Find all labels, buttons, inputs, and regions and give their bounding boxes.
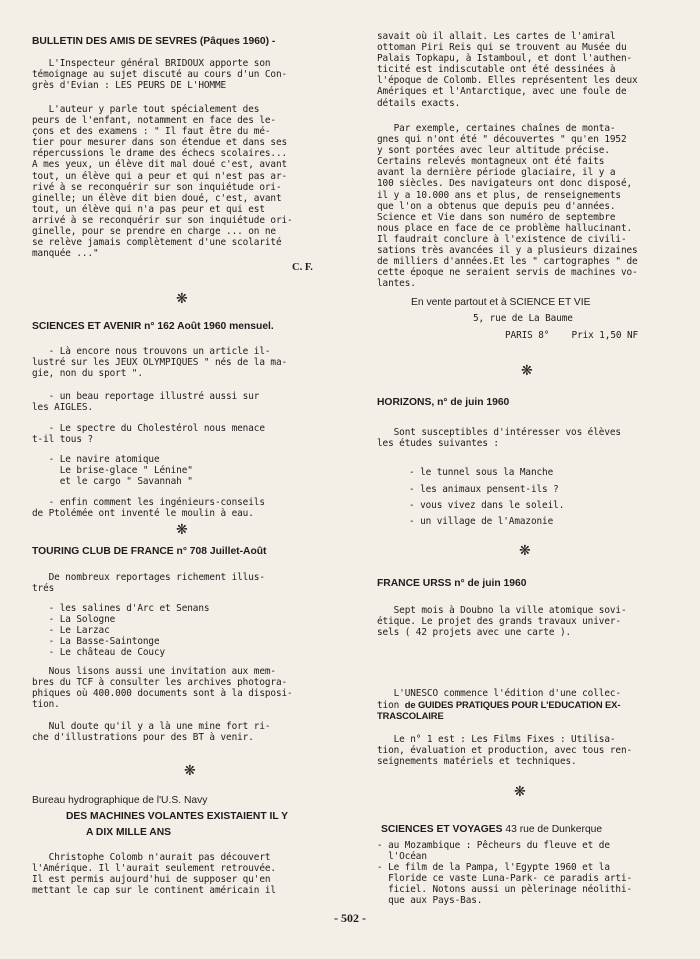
- horizons-paragraph: Sont susceptibles d'intéresser vos élèves les études suivantes :: [377, 427, 621, 450]
- ornament-star: ❋: [514, 784, 526, 800]
- bureau-source: Bureau hydrographique de l'U.S. Navy: [32, 795, 208, 806]
- horizons-item: - vous vivez dans le soleil.: [409, 500, 565, 511]
- france-urss-paragraph: Sept mois à Doubno la ville atomique sovi- étique. Le projet des grands travaux univer- sels ( 42 projets avec une carte ).: [377, 605, 627, 639]
- vente-line-2: 5, rue de La Baume: [473, 313, 573, 324]
- sciences-avenir-paragraph-2: - un beau reportage illustré aussi sur les AIGLES.: [32, 391, 260, 414]
- sciences-voyages-address: 43 rue de Dunkerque: [502, 824, 603, 835]
- ornament-star: ❋: [519, 543, 531, 559]
- unesco-paragraph-2: Le n° 1 est : Les Films Fixes : Utilisa- tion, évaluation et production, avec tous ren- seignements matériels et techniques.: [377, 734, 633, 768]
- bureau-paragraph-1: Christophe Colomb n'aurait pas découvert l'Amérique. Il l'aurait seulement retrouvée. Il est permis aujourd'hui de supposer qu'en mettant le cap sur le continent américain il: [32, 852, 276, 897]
- touring-paragraph-1: De nombreux reportages richement illus- trés: [32, 572, 265, 595]
- horizons-item: - le tunnel sous la Manche: [409, 467, 554, 478]
- bulletin-signature: C. F.: [292, 262, 313, 273]
- horizons-item: - un village de l'Amazonie: [409, 516, 554, 527]
- bulletin-heading: BULLETIN DES AMIS DE SEVRES (Pâques 1960) -: [32, 36, 276, 47]
- touring-list: - les salines d'Arc et Senans - La Sologne - Le Larzac - La Basse-Saintonge - Le château de Coucy: [48, 603, 210, 659]
- ornament-star: ❋: [521, 363, 533, 379]
- unesco-line-2-prefix: tion: [377, 700, 405, 711]
- sciences-voyages-list: - au Mozambique : Pêcheurs du fleuve et de l'Océan - Le film de la Pampa, l'Egypte 1960 et la Floride ce vaste Luna-Park- ce paradis arti- ficiel. Notons aussi un pèlerinage néolithi- que aux Pays-Bas.: [377, 840, 633, 907]
- horizons-heading: HORIZONS, n° de juin 1960: [377, 397, 510, 408]
- sciences-voyages-heading: [381, 817, 689, 836]
- horizons-item: - les animaux pensent-ils ?: [409, 484, 559, 495]
- bureau-continuation: savait où il allait. Les cartes de l'amiral ottoman Piri Reis qui se trouvent au Musée du Palais Topkapu, à Istamboul, et dont l'authen- ticité est indiscutable ont été dessinées à l'époque de Colomb. Elles représentent les deux Amériques et l'Antarctique, avec une foule de détails exacts.: [377, 31, 638, 109]
- sciences-avenir-paragraph-4: - Le navire atomique Le brise-glace " Lénine" et le cargo " Savannah ": [48, 454, 193, 488]
- ornament-star: ❋: [184, 763, 196, 779]
- ornament-star: ❋: [176, 291, 188, 307]
- bulletin-paragraph-2: L'auteur y parle tout spécialement des peurs de l'enfant, notamment en face des le- çons et des examens : " Il faut être du mé- tier pour mesurer dans son étendue et dans ses répercussions le drame des échecs scolaires... A mes yeux, un élève dit mal doué c'est, avant tout, un élève qui a peur et qui n'est pas ar- rivé à se reconquérir sur son inquiétude ori- ginelle; un élève dit bien doué, c'est, avant tout, un élève qui n'a pas peur et qui est arrivé à se reconquérir sur son inquiétude ori- ginelle, pour se prendre en charge ... on ne se relève jamais complètement d'une scolarité manquée ...": [32, 104, 293, 260]
- sciences-avenir-paragraph-1: - Là encore nous trouvons un article il- lustré sur les JEUX OLYMPIQUES " nés de la ma- gie, non du sport ".: [32, 346, 288, 380]
- vente-line-3: PARIS 8° Prix 1,50 NF: [505, 330, 639, 341]
- touring-heading: TOURING CLUB DE FRANCE n° 708 Juillet-Août: [32, 546, 267, 557]
- bulletin-paragraph-1: L'Inspecteur général BRIDOUX apporte son témoignage au sujet discuté au cours d'un Con- grès d'Evian : LES PEURS DE L'HOMME: [32, 58, 288, 92]
- sciences-avenir-paragraph-3: - Le spectre du Cholestérol nous menace t-il tous ?: [32, 423, 265, 446]
- sciences-avenir-paragraph-5: - enfin comment les ingénieurs-conseils de Ptolémée ont inventé le moulin à eau.: [32, 497, 265, 520]
- page-number: - 502 -: [334, 911, 366, 925]
- unesco-guides-title: de GUIDES PRATIQUES POUR L'EDUCATION EX-: [404, 699, 621, 710]
- sciences-avenir-heading: SCIENCES ET AVENIR n° 162 Août 1960 mensuel.: [32, 321, 274, 332]
- touring-paragraph-3: Nul doute qu'il y a là une mine fort ri- che d'illustrations pour des BT à venir.: [32, 721, 271, 744]
- bureau-paragraph-2: Par exemple, certaines chaînes de monta- gnes qui n'ont été " découvertes " qu'en 1952 y sont portées avec leur altitude précise. Certains relevés montagneux ont été faits avant la dernière période glaciaire, il y a 100 siècles. Des navigateurs ont donc disposé, il y a 10.000 ans et plus, de renseignements que l'on a obtenus que depuis peu d'années. Science et Vie dans son numéro de septembre nous place en face de ce problème hallucinant. Il faudrait conclure à l'existence de civili- sations très avancées il y a plusieurs dizaines de milliers d'années.Et les " cartographes " de cette époque ne seraient servis de machines vo- lantes.: [377, 123, 638, 290]
- unesco-guides-title-end: TRASCOLAIRE: [377, 710, 444, 721]
- touring-paragraph-2: Nous lisons aussi une invitation aux mem- bres du TCF à consulter les archives photogra- phiques où 400.000 documents sont à la disposi- tion.: [32, 666, 293, 711]
- bureau-headline-2: A DIX MILLE ANS: [86, 827, 172, 838]
- bureau-headline-1: DES MACHINES VOLANTES EXISTAIENT IL Y: [66, 811, 288, 822]
- vente-line-1: En vente partout et à SCIENCE ET VIE: [411, 297, 591, 308]
- sciences-voyages-title: SCIENCES ET VOYAGES: [381, 824, 503, 835]
- france-urss-heading: FRANCE URSS n° de juin 1960: [377, 578, 527, 589]
- unesco-line-1: L'UNESCO commence l'édition d'une collec-: [377, 688, 621, 699]
- ornament-star: ❋: [176, 522, 188, 538]
